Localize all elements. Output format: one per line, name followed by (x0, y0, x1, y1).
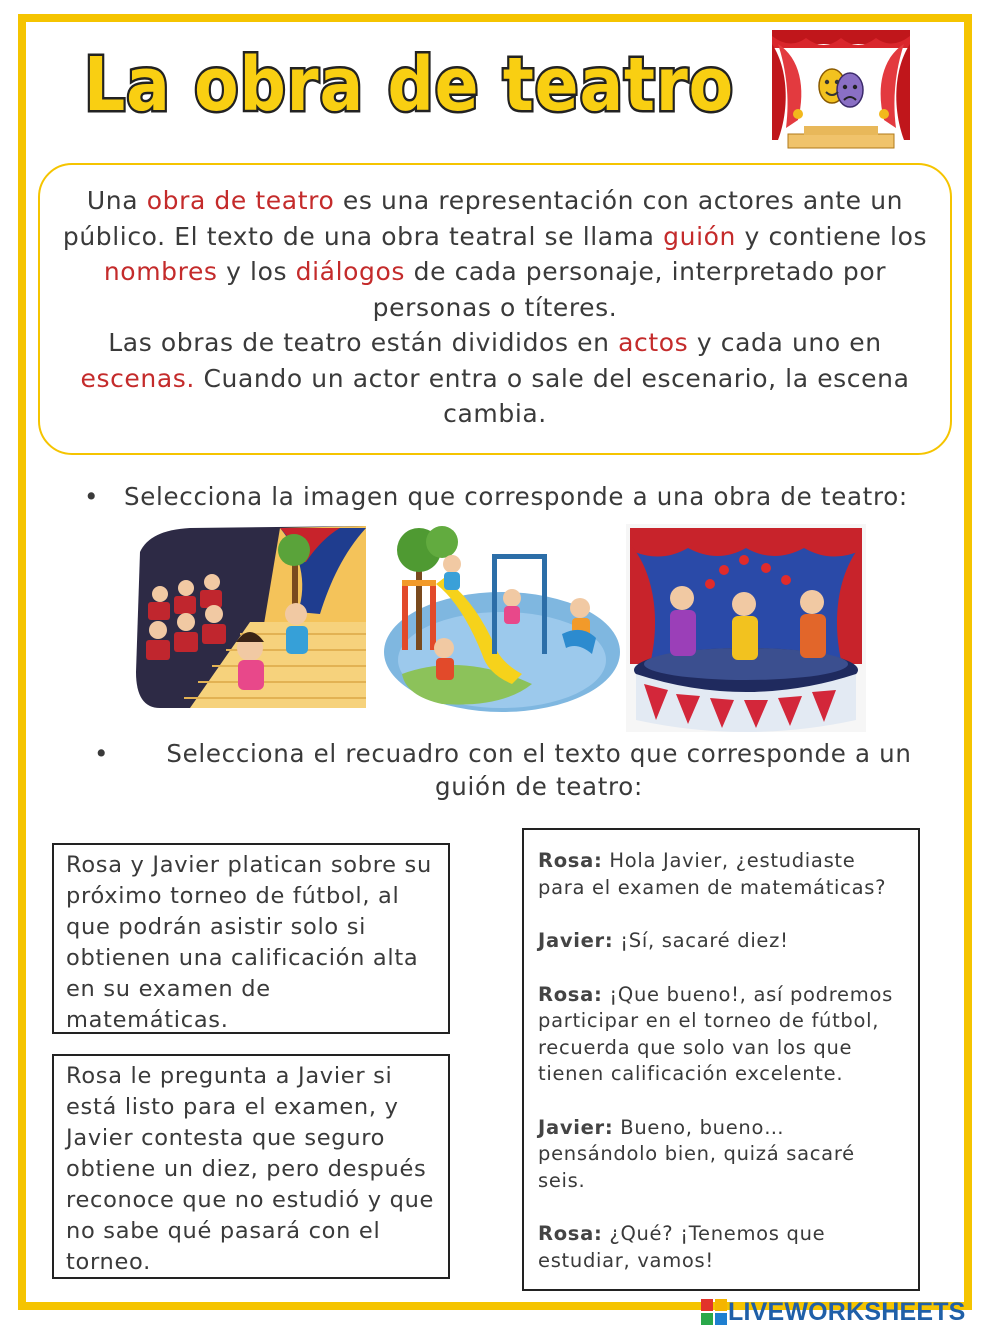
highlighted-term: nombres (103, 257, 218, 286)
image-option-theater-stage[interactable] (626, 524, 866, 732)
bullet-dot: • (84, 482, 100, 511)
text-option-summary-1-text: Rosa y Javier platican sobre su próximo torneo de fútbol, al que podrán asistir solo si obtienen una calificación alta en su examen de matemáticas. (66, 852, 432, 1033)
intro-definition-box (38, 163, 952, 455)
text-question-prompt (94, 737, 944, 803)
script-speaker: Rosa: (538, 982, 603, 1006)
script-dialogue: ¿Qué? ¡Tenemos que estudiar, vamos! (538, 1222, 826, 1272)
script-line (538, 928, 906, 955)
intro-text: de cada personaje, interpretado por personas o títeres. (372, 257, 887, 322)
text-option-summary-1[interactable] (52, 843, 450, 1034)
page-title (80, 42, 760, 132)
text-option-summary-2-text: Rosa le pregunta a Javier si está listo para el examen, y Javier contesta que seguro obtiene un diez, pero después reconoce que no estudió y que no sabe qué pasará con el torneo. (66, 1063, 435, 1275)
highlighted-term: actos (618, 328, 689, 357)
intro-text: y contiene los (735, 221, 928, 251)
text-option-script[interactable] (522, 828, 920, 1291)
script-speaker: Rosa: (538, 1222, 603, 1245)
image-option-audience[interactable] (130, 522, 374, 712)
script-speaker: Javier: (538, 929, 614, 952)
image-question-prompt (84, 480, 974, 513)
bullet-dot: • (94, 739, 110, 768)
intro-text: y cada uno en (688, 328, 882, 357)
highlighted-term: obra de teatro (146, 186, 335, 215)
intro-text: Las obras de teatro están divididos en (108, 328, 619, 357)
highlighted-term: escenas. (80, 363, 195, 393)
theater-masks-logo (770, 28, 912, 152)
intro-text: Una (86, 186, 147, 215)
script-dialogue: ¡Que bueno!, así podremos participar en el torneo de fútbol, recuerda que solo van los que tienen calificación excelente. (538, 982, 893, 1085)
liveworksheets-watermark (700, 1297, 996, 1327)
watermark-text: LIVEWORKSHEETS (728, 1297, 966, 1326)
intro-paragraph-2 (60, 325, 930, 432)
text-option-summary-2[interactable] (52, 1054, 450, 1279)
intro-text: y los (217, 257, 296, 286)
image-question-text: Selecciona la imagen que corresponde a una obra de teatro: (124, 482, 908, 511)
script-dialogue: Bueno, bueno… pensándolo bien, quizá sacaré seis. (538, 1115, 855, 1192)
intro-text: es una representación con actores ante un público. El texto de una obra teatral se llama (62, 186, 904, 251)
script-dialogue: ¡Sí, sacaré diez! (620, 929, 789, 952)
title-text: La obra de teatro (84, 42, 734, 128)
script-line (538, 982, 906, 1088)
script-speaker: Rosa: (538, 849, 603, 872)
script-line (538, 1221, 906, 1274)
intro-text: Cuando un actor entra o sale del escenario, la escena cambia. (194, 363, 910, 428)
script-speaker: Javier: (538, 1115, 614, 1139)
highlighted-term: diálogos (295, 257, 406, 286)
image-option-playground[interactable] (382, 524, 622, 714)
script-dialogue: Hola Javier, ¿estudiaste para el examen de matemáticas? (538, 849, 887, 899)
highlighted-term: guión (663, 221, 736, 251)
intro-paragraph-1 (60, 183, 930, 325)
script-line (538, 1115, 906, 1195)
script-line (538, 848, 906, 901)
liveworksheets-logo-icon (700, 1298, 728, 1326)
text-question-text: Selecciona el recuadro con el texto que corresponde a un guión de teatro: (166, 739, 912, 801)
